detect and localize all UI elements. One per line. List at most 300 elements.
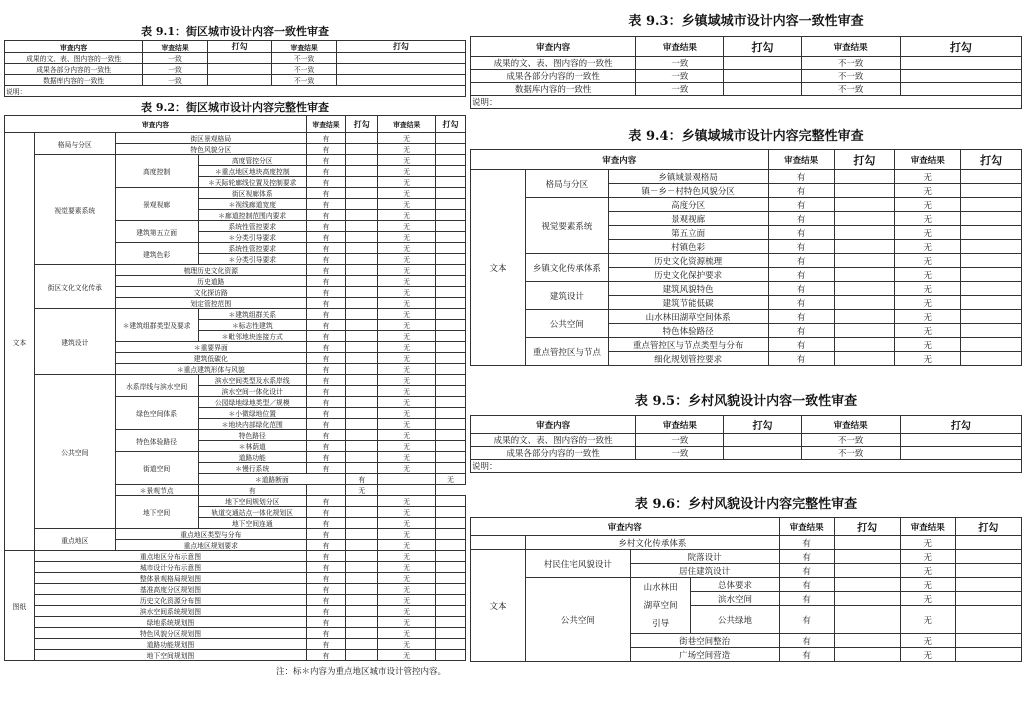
check-cell[interactable] [834,536,900,550]
header-result: 审查结果 [900,518,955,536]
item-label: 历史文化资源梳理 [608,254,768,268]
group-label: 公共空间 [34,375,115,529]
table-9-3-body [471,37,1022,109]
check-cell[interactable] [435,408,465,419]
check-cell[interactable] [336,64,465,75]
check-cell[interactable] [834,352,895,366]
result-no: 无 [378,177,436,188]
check-cell[interactable] [834,606,900,634]
item-label: ＊重点地区地块高度控制 [198,166,306,177]
check-cell[interactable] [961,268,1022,282]
check-cell[interactable] [435,331,465,342]
check-cell[interactable] [346,177,378,188]
check-cell[interactable] [900,83,1021,96]
item-label: 公园绿地绿地类型／规模 [198,397,306,408]
check-cell[interactable] [834,634,900,648]
check-cell[interactable] [435,166,465,177]
check-cell[interactable] [346,430,378,441]
check-cell[interactable] [207,75,272,86]
check-cell[interactable] [346,210,378,221]
item-label: 特色体验路径 [608,324,768,338]
result-no: 无 [895,324,961,338]
header-check: 打勾 [834,518,900,536]
item-label: 地下空间连通 [198,518,306,529]
check-cell[interactable] [336,53,465,64]
check-cell[interactable] [435,287,465,298]
check-cell[interactable] [834,310,895,324]
check-cell[interactable] [724,57,801,70]
result-yes: 有 [306,320,345,331]
check-cell[interactable] [346,298,378,309]
check-cell[interactable] [207,64,272,75]
check-cell[interactable] [346,309,378,320]
item-label: 基准高度分区规划图 [34,584,306,595]
check-cell[interactable] [346,386,378,397]
result-yes: 有 [306,518,345,529]
group-label: 公共空间 [526,310,609,338]
result-yes: 有 [779,648,834,662]
check-cell[interactable] [346,573,378,584]
result-yes: 有 [306,166,345,177]
check-cell[interactable] [346,375,378,386]
result-yes: 有 [306,606,345,617]
table-row [471,57,1022,70]
result-yes: 有 [306,628,345,639]
header-result: 审查结果 [378,116,436,133]
check-cell[interactable] [346,199,378,210]
result-yes: 有 [306,617,345,628]
result-yes: 有 [306,342,345,353]
check-cell[interactable] [346,221,378,232]
check-cell[interactable] [961,324,1022,338]
result-yes: 有 [306,650,345,661]
check-cell[interactable] [435,133,465,144]
result-yes: 有 [306,529,345,540]
result-no: 无 [378,298,436,309]
item-label: 整体景观格局规划图 [34,573,306,584]
sub-label: 地下空间 [115,496,198,529]
check-cell[interactable] [435,606,465,617]
check-cell[interactable] [724,434,801,447]
check-cell[interactable] [834,648,900,662]
check-cell[interactable] [435,452,465,463]
group-label: 重点地区 [34,529,115,551]
check-cell[interactable] [346,397,378,408]
check-cell[interactable] [346,155,378,166]
check-cell[interactable] [435,177,465,188]
check-cell[interactable] [435,518,465,529]
result-no: 无 [895,170,961,184]
check-cell[interactable] [435,463,465,474]
table-9-6-body [471,518,1022,662]
check-cell[interactable] [435,595,465,606]
check-cell[interactable] [435,639,465,650]
group-label: 建筑设计 [526,282,609,310]
item-label: 乡村文化传承体系 [526,536,779,550]
check-cell[interactable] [435,309,465,320]
group-label: 街区文化文化传承 [34,265,115,309]
result-yes: 有 [306,243,345,254]
item-label: 总体要求 [691,578,779,592]
check-cell[interactable] [435,364,465,375]
check-cell[interactable] [834,240,895,254]
result-no: 无 [378,551,436,562]
result-no: 无 [900,648,955,662]
check-cell[interactable] [346,529,378,540]
check-cell[interactable] [207,53,272,64]
header-check: 打勾 [961,150,1022,170]
check-cell[interactable] [435,441,465,452]
check-cell[interactable] [435,584,465,595]
check-cell[interactable] [435,298,465,309]
check-cell[interactable] [435,320,465,331]
check-cell[interactable] [834,170,895,184]
check-cell[interactable] [346,331,378,342]
result-no: 不一致 [272,64,337,75]
check-cell[interactable] [435,210,465,221]
item-label: 道路功能规划图 [34,639,306,650]
check-cell[interactable] [346,364,378,375]
item-label: 历史文化保护要求 [608,268,768,282]
result-yes: 有 [306,595,345,606]
check-cell[interactable] [346,562,378,573]
table-9-6-title: 表 9.6：乡村风貌设计内容完整性审查 [634,497,858,512]
check-cell[interactable] [346,166,378,177]
result-no: 无 [378,650,436,661]
result-no: 无 [378,507,436,518]
result-no: 无 [378,518,436,529]
check-cell[interactable] [435,232,465,243]
check-cell[interactable] [346,243,378,254]
check-cell[interactable] [346,617,378,628]
check-cell[interactable] [346,265,378,276]
check-cell[interactable] [961,170,1022,184]
table-9-1-body [5,41,466,97]
result-yes: 有 [306,463,345,474]
note-row [5,86,466,97]
item-label: 景观视廊 [608,212,768,226]
check-cell[interactable] [346,540,378,551]
check-cell[interactable] [346,518,378,529]
result-no: 无 [895,268,961,282]
item-label: 滨水空间类型及水系岸线 [198,375,306,386]
check-cell[interactable] [961,254,1022,268]
result-yes: 有 [306,584,345,595]
result-yes: 有 [306,408,345,419]
header-content: 审查内容 [471,518,780,536]
check-cell[interactable] [961,184,1022,198]
row-label: 成果的文、表、图内容的一致性 [471,434,636,447]
check-cell[interactable] [346,320,378,331]
row-label: 成果各部分内容的一致性 [5,64,143,75]
check-cell[interactable] [346,463,378,474]
check-cell[interactable] [435,254,465,265]
check-cell[interactable] [834,296,895,310]
result-no: 无 [378,617,436,628]
check-cell[interactable] [955,550,1021,564]
item-label: 梳理历史文化资源 [115,265,306,276]
check-cell[interactable] [724,70,801,83]
item-label: 建筑节能低碳 [608,296,768,310]
header-result: 审查结果 [143,41,208,53]
sub-label: ＊建筑组群类型及要求 [115,309,198,342]
check-cell[interactable] [834,578,900,592]
table-9-1-title: 表 9.1：街区城市设计内容一致性审查 [141,25,329,38]
check-cell[interactable] [834,184,895,198]
result-yes: 有 [768,226,834,240]
check-cell[interactable] [435,430,465,441]
check-cell[interactable] [346,276,378,287]
result-no: 无 [378,397,436,408]
result-no: 不一致 [272,53,337,64]
result-no: 无 [900,536,955,550]
result-yes: 一致 [636,57,724,70]
result-no: 无 [895,254,961,268]
table-9-2-title: 表 9.2：街区城市设计内容完整性审查 [141,101,329,114]
result-yes: 有 [306,507,345,518]
table-row [5,133,466,144]
check-cell[interactable] [435,188,465,199]
sub-label: 景观视廊 [115,188,198,221]
check-cell[interactable] [306,485,345,496]
table-row [5,628,466,639]
check-cell[interactable] [435,573,465,584]
check-cell[interactable] [900,434,1021,447]
header-check: 打勾 [724,37,801,57]
check-cell[interactable] [435,342,465,353]
item-label: 城市设计分布示意图 [34,562,306,573]
group-label: 乡镇文化传承体系 [526,254,609,282]
table-row [5,606,466,617]
check-cell[interactable] [346,639,378,650]
row-label: 成果的文、表、图内容的一致性 [5,53,143,64]
header-result: 审查结果 [636,37,724,57]
item-label: 高度分区 [608,198,768,212]
check-cell[interactable] [961,212,1022,226]
check-cell[interactable] [955,648,1021,662]
result-no: 无 [378,309,436,320]
check-cell[interactable] [435,529,465,540]
check-cell[interactable] [346,133,378,144]
result-yes: 有 [306,309,345,320]
check-cell[interactable] [724,83,801,96]
item-label: ＊小微绿地位置 [198,408,306,419]
check-cell[interactable] [346,452,378,463]
result-yes: 有 [779,634,834,648]
check-cell[interactable] [435,199,465,210]
check-cell[interactable] [435,562,465,573]
check-cell[interactable] [834,268,895,282]
check-cell[interactable] [346,342,378,353]
check-cell[interactable] [834,550,900,564]
header-check: 打勾 [900,416,1021,434]
check-cell[interactable] [346,595,378,606]
table-row [5,53,466,64]
sub-label: 高度控制 [115,155,198,188]
result-yes: 有 [306,298,345,309]
result-yes: 有 [306,419,345,430]
result-no: 无 [378,276,436,287]
item-label: 特色风貌分区规划图 [34,628,306,639]
check-cell[interactable] [900,447,1021,460]
check-cell[interactable] [435,144,465,155]
check-cell[interactable] [435,650,465,661]
check-cell[interactable] [961,310,1022,324]
group-label: 村民住宅风貌设计 [526,550,631,578]
check-cell[interactable] [346,628,378,639]
result-no: 无 [378,496,436,507]
table-9-4-title: 表 9.4：乡镇域城市设计内容完整性审查 [628,129,864,144]
result-no: 不一致 [801,434,900,447]
check-cell[interactable] [961,352,1022,366]
check-cell[interactable] [961,338,1022,352]
check-cell[interactable] [435,551,465,562]
check-cell[interactable] [378,485,436,496]
result-no: 无 [378,452,436,463]
check-cell[interactable] [834,198,895,212]
check-cell[interactable] [955,564,1021,578]
result-no: 无 [378,210,436,221]
check-cell[interactable] [346,188,378,199]
check-cell[interactable] [435,276,465,287]
check-cell[interactable] [955,536,1021,550]
check-cell[interactable] [435,221,465,232]
result-yes: 有 [779,606,834,634]
check-cell[interactable] [346,408,378,419]
check-cell[interactable] [435,386,465,397]
table-row [5,573,466,584]
table-9-5-body [471,416,1022,473]
item-label: 划定管控范围 [115,298,306,309]
check-cell[interactable] [346,606,378,617]
header-check: 打勾 [900,37,1021,57]
check-cell[interactable] [346,496,378,507]
result-yes: 有 [306,232,345,243]
check-cell[interactable] [346,650,378,661]
item-label: 村镇色彩 [608,240,768,254]
check-cell[interactable] [834,226,895,240]
item-label: 第五立面 [608,226,768,240]
check-cell[interactable] [955,592,1021,606]
check-cell[interactable] [378,474,436,485]
result-no: 无 [378,254,436,265]
result-no: 无 [378,595,436,606]
check-cell[interactable] [346,551,378,562]
check-cell[interactable] [435,375,465,386]
check-cell[interactable] [961,226,1022,240]
check-cell[interactable] [435,353,465,364]
item-label: 地下空间规划分区 [198,496,306,507]
check-cell[interactable] [834,592,900,606]
result-no: 无 [895,352,961,366]
group-label: 重点管控区与节点 [526,338,609,366]
result-no: 无 [378,386,436,397]
result-yes: 一致 [636,447,724,460]
table-row [5,650,466,661]
check-cell[interactable] [955,578,1021,592]
header-result: 审查结果 [306,116,345,133]
row-label: 成果各部分内容的一致性 [471,447,636,460]
check-cell[interactable] [435,507,465,518]
item-label: 滨水空间一体化设计 [198,386,306,397]
check-cell[interactable] [346,419,378,430]
result-no: 无 [378,331,436,342]
check-cell[interactable] [834,338,895,352]
check-cell[interactable] [435,265,465,276]
check-cell[interactable] [346,353,378,364]
check-cell[interactable] [961,198,1022,212]
result-yes: 有 [779,536,834,550]
check-cell[interactable] [435,496,465,507]
header-content: 审查内容 [5,116,307,133]
row-label: 成果的文、表、图内容的一致性 [471,57,636,70]
check-cell[interactable] [346,144,378,155]
check-cell[interactable] [961,282,1022,296]
item-label: 建筑低碳化 [115,353,306,364]
result-yes: 有 [306,562,345,573]
check-cell[interactable] [834,212,895,226]
check-cell[interactable] [955,634,1021,648]
check-cell[interactable] [435,540,465,551]
check-cell[interactable] [435,617,465,628]
item-label: 系统性管控要求 [198,221,306,232]
result-yes: 有 [306,452,345,463]
check-cell[interactable] [900,70,1021,83]
check-cell[interactable] [834,564,900,578]
check-cell[interactable] [834,254,895,268]
check-cell[interactable] [346,507,378,518]
item-label: ＊视线廊道宽度 [198,199,306,210]
check-cell[interactable] [435,243,465,254]
check-cell[interactable] [834,324,895,338]
item-label: 细化规划管控要求 [608,352,768,366]
result-yes: 有 [306,397,345,408]
result-yes: 有 [306,155,345,166]
header-result: 审查结果 [801,416,900,434]
check-cell[interactable] [435,628,465,639]
check-cell[interactable] [435,155,465,166]
category-drawings: 图纸 [5,551,35,661]
check-cell[interactable] [961,296,1022,310]
result-yes: 有 [768,324,834,338]
check-cell[interactable] [961,240,1022,254]
result-no: 无 [378,529,436,540]
result-no: 无 [895,338,961,352]
check-cell[interactable] [724,447,801,460]
result-no: 无 [378,265,436,276]
check-cell[interactable] [346,232,378,243]
result-yes: 有 [306,276,345,287]
result-no: 无 [900,550,955,564]
result-yes: 有 [306,331,345,342]
check-cell[interactable] [346,441,378,452]
check-cell[interactable] [346,584,378,595]
result-no: 不一致 [801,447,900,460]
check-cell[interactable] [955,606,1021,634]
check-cell[interactable] [346,254,378,265]
check-cell[interactable] [435,419,465,430]
check-cell[interactable] [346,287,378,298]
check-cell[interactable] [336,75,465,86]
table-9-4 [470,149,1022,366]
table-row [471,282,1022,296]
item-label: 特色路径 [198,430,306,441]
check-cell[interactable] [435,397,465,408]
group-label: 建筑设计 [34,309,115,375]
check-cell[interactable] [834,282,895,296]
table-row [5,551,466,562]
check-cell[interactable] [900,57,1021,70]
